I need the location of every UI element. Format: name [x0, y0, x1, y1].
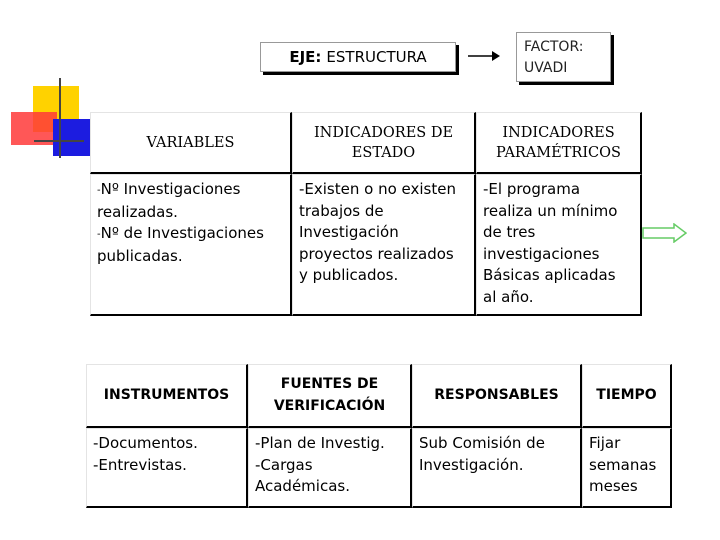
estado-line1: -Existen o no existen [299, 180, 456, 198]
eje-label: EJE: [289, 48, 322, 66]
header-fuentes-line1: FUENTES DE [280, 376, 379, 392]
arrow-right-icon [468, 50, 500, 62]
variables-line2: realizadas. [97, 202, 178, 221]
header-responsables-label: RESPONSABLES [434, 386, 559, 403]
header-estado-line2: ESTADO [351, 144, 416, 161]
responsables-line2: Investigación. [419, 455, 524, 474]
param-line5: Básicas aplicadas [483, 266, 616, 284]
header-variables-label: VARIABLES [146, 134, 235, 151]
header-param-line1: INDICADORES [502, 124, 615, 141]
variables-line3: Nº de Investigaciones [100, 224, 264, 242]
estado-line5: y publicados. [299, 266, 399, 284]
variables-line1: Nº Investigaciones [100, 180, 241, 198]
tiempo-line3: meses [589, 477, 638, 495]
header-estado-line1: INDICADORES DE [313, 124, 454, 141]
eje-box [260, 42, 456, 72]
param-line1: -El programa [483, 180, 581, 198]
header-instrumentos-label: INSTRUMENTOS [103, 386, 230, 403]
fuentes-line2: -Cargas [255, 455, 313, 474]
header-tiempo-label: TIEMPO [596, 386, 657, 403]
fuentes-line3: Académicas. [255, 477, 350, 495]
factor-value: UVADI [524, 60, 568, 76]
estado-line4: proyectos realizados [299, 244, 454, 263]
header-responsables [412, 364, 582, 428]
outline-arrow-right-icon[interactable] [642, 223, 687, 243]
estado-line2: trabajos de [299, 201, 384, 220]
param-line2: realiza un mínimo [483, 201, 618, 220]
eje-value: ESTRUCTURA [326, 48, 427, 66]
header-tiempo [582, 364, 672, 428]
factor-label: FACTOR: [524, 39, 584, 55]
header-variables [90, 112, 292, 174]
header-param-line2: PARAMÉTRICOS [496, 144, 621, 161]
instrumentos-line1: -Documentos. [93, 434, 198, 452]
variables-dash-2: - [97, 229, 101, 240]
tiempo-cell [582, 428, 672, 508]
responsables-line1: Sub Comisión de [419, 434, 545, 452]
instrumentos-cell [86, 428, 248, 508]
instrumentos-line2: -Entrevistas. [93, 455, 187, 474]
header-fuentes [248, 364, 412, 428]
decorative-vertical-line [59, 78, 61, 158]
param-line4: investigaciones [483, 244, 600, 263]
variables-cell [90, 174, 292, 316]
factor-box [516, 32, 611, 82]
estado-cell [292, 174, 476, 316]
header-indicadores-parametricos [476, 112, 642, 174]
tiempo-line2: semanas [589, 455, 657, 474]
param-line6: al año. [483, 287, 534, 306]
header-indicadores-estado [292, 112, 476, 174]
estado-line3: Investigación [299, 223, 399, 241]
responsables-cell [412, 428, 582, 508]
fuentes-line1: -Plan de Investig. [255, 434, 385, 452]
header-instrumentos [86, 364, 248, 428]
param-line3: de tres [483, 223, 536, 241]
variables-dash-1: - [97, 185, 101, 196]
parametricos-cell [476, 174, 642, 316]
tiempo-line1: Fijar [589, 434, 621, 452]
header-fuentes-line2: VERIFICACIÓN [273, 397, 386, 414]
fuentes-cell [248, 428, 412, 508]
variables-line4: publicadas. [97, 246, 183, 265]
decorative-horizontal-line [34, 140, 84, 142]
